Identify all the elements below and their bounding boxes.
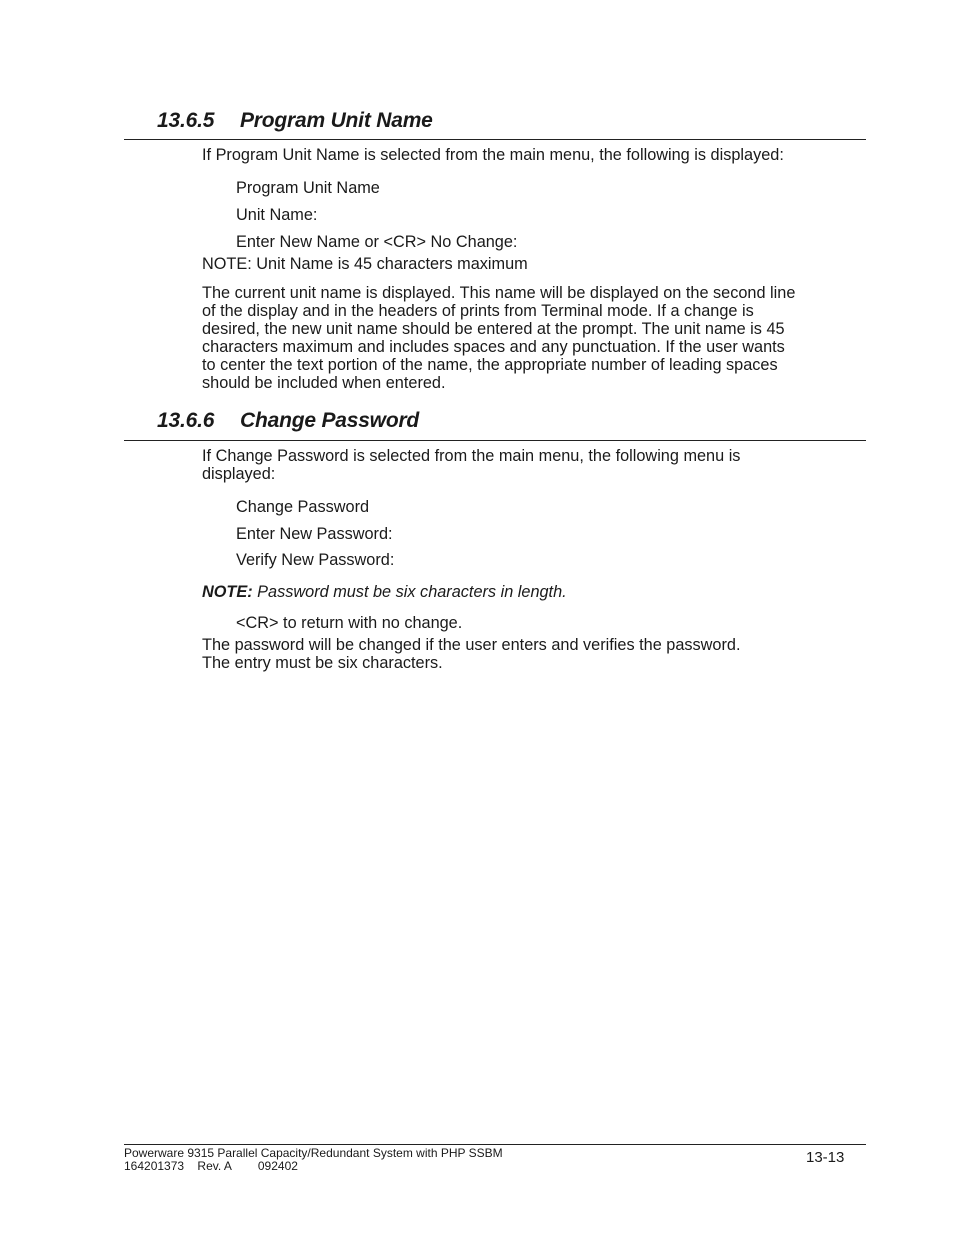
closing-paragraph: [202, 636, 740, 672]
paragraph-line: to center the text portion of the name, the appropriate number of leading spaces: [202, 356, 778, 374]
display-line: Enter New Password:: [236, 525, 393, 543]
footer-title: Powerware 9315 Parallel Capacity/Redundant System with PHP SSBM: [124, 1146, 503, 1160]
intro-line: displayed:: [202, 465, 276, 483]
cr-line: <CR> to return with no change.: [236, 614, 463, 632]
intro-line: If Change Password is selected from the main menu, the following menu is: [202, 447, 741, 465]
footer-rule: [124, 1144, 866, 1145]
footer-part-number: 164201373 Rev. A 092402: [124, 1158, 298, 1173]
intro-text: If Program Unit Name is selected from the main menu, the following is displayed:: [202, 146, 784, 164]
body-paragraph: [202, 284, 795, 392]
section-heading-13-6-5: [157, 109, 433, 133]
display-line: Enter New Name or <CR> No Change:: [236, 233, 518, 251]
display-line: Unit Name:: [236, 206, 318, 224]
section-number: 13.6.6: [157, 409, 215, 432]
footer-doc-info: [124, 1147, 503, 1172]
paragraph-line: desired, the new unit name should be entered at the prompt. The unit name is 45: [202, 320, 785, 338]
paragraph-line: should be included when entered.: [202, 374, 446, 392]
section-number: 13.6.5: [157, 109, 215, 132]
intro-text: [202, 447, 740, 483]
page-number: 13-13: [806, 1149, 845, 1166]
note-text: NOTE: Unit Name is 45 characters maximum: [202, 255, 528, 273]
heading-rule: [124, 440, 866, 441]
section-heading-13-6-6: [157, 409, 419, 433]
paragraph-line: The password will be changed if the user enters and verifies the password.: [202, 636, 741, 654]
paragraph-line: The entry must be six characters.: [202, 654, 443, 672]
password-note: [202, 583, 567, 601]
display-line: Verify New Password:: [236, 551, 395, 569]
display-line: Program Unit Name: [236, 179, 380, 197]
paragraph-line: The current unit name is displayed. This name will be displayed on the second line: [202, 284, 796, 302]
paragraph-line: characters maximum and includes spaces and any punctuation. If the user wants: [202, 338, 785, 356]
heading-rule: [124, 139, 866, 140]
paragraph-line: of the display and in the headers of prints from Terminal mode. If a change is: [202, 302, 754, 320]
note-label: NOTE:: [202, 583, 253, 601]
display-line: Change Password: [236, 498, 370, 516]
section-title: Change Password: [240, 409, 420, 432]
note-text: Password must be six characters in length.: [252, 583, 567, 601]
section-title: Program Unit Name: [240, 109, 433, 132]
